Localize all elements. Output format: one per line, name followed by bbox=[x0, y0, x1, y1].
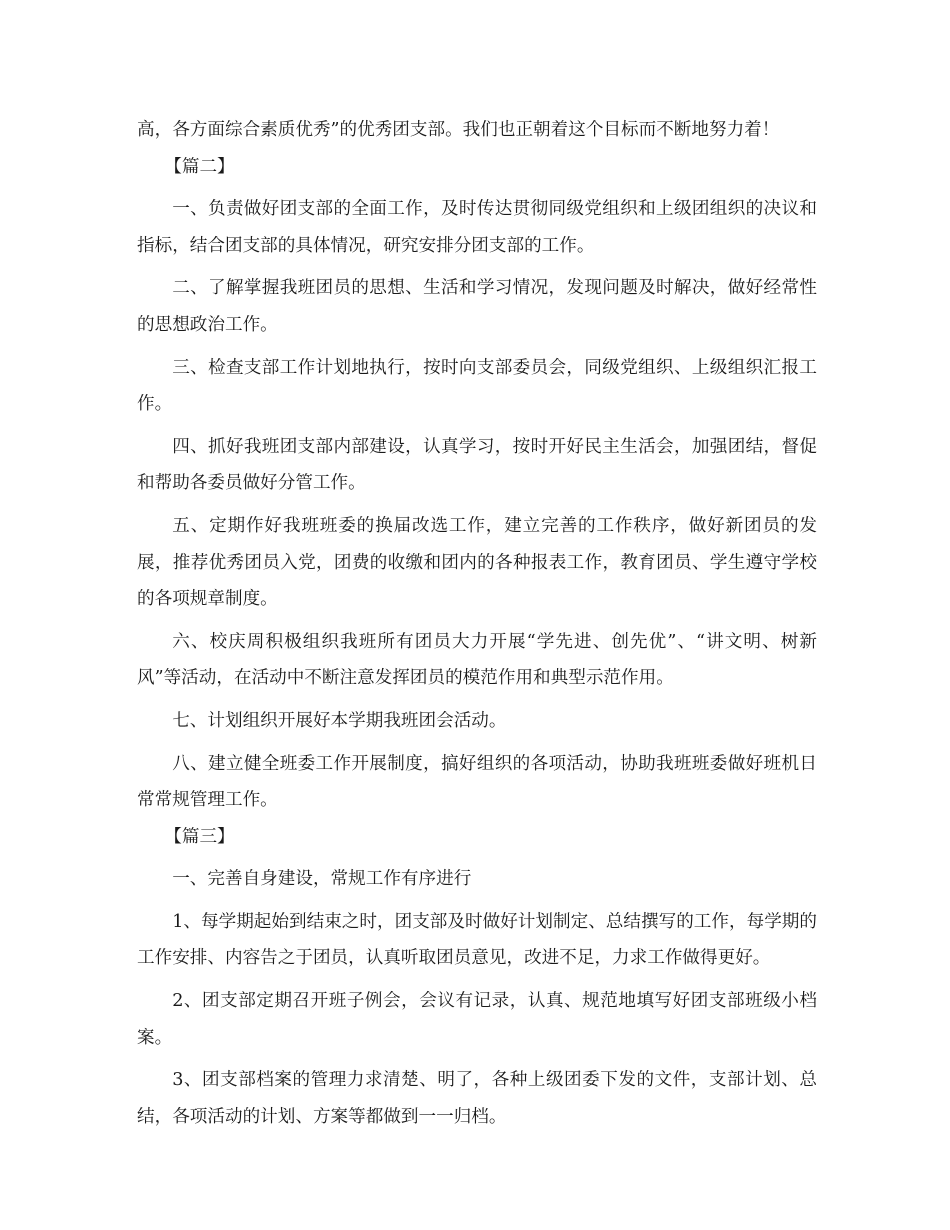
paragraph: 3、团支部档案的管理力求清楚、明了，各种上级团委下发的文件，支部计划、总结，各项活动的计划、方案等都做到一一归档。 bbox=[137, 1070, 817, 1127]
paragraph: 一、完善自身建设，常规工作有序进行 bbox=[172, 869, 472, 890]
intro-paragraph: 高，各方面综合素质优秀”的优秀团支部。我们也正朝着这个目标而不断地努力着！ bbox=[137, 120, 780, 140]
paragraph: 八、建立健全班委工作开展制度，搞好组织的各项活动，协助我班班委做好班机日常常规管理工作。 bbox=[137, 753, 817, 811]
paragraph: 三、检查支部工作计划地执行，按时向支部委员会，同级党组织、上级组织汇报工作。 bbox=[137, 357, 817, 415]
paragraph: 一、负责做好团支部的全面工作，及时传达贯彻同级党组织和上级团组织的决议和指标，结合团支部的具体情况，研究安排分团支部的工作。 bbox=[137, 199, 817, 256]
section-heading-3: 【篇三】 bbox=[164, 826, 235, 847]
section-heading-2: 【篇二】 bbox=[164, 156, 235, 177]
paragraph: 五、定期作好我班班委的换届改选工作，建立完善的工作秩序，做好新团员的发展，推荐优秀团员入党，团费的收缴和团内的各种报表工作，教育团员、学生遵守学校的各项规章制度。 bbox=[137, 515, 817, 610]
paragraph: 1、每学期起始到结束之时，团支部及时做好计划制定、总结撰写的工作，每学期的工作安排、内容告之于团员，认真听取团员意见，改进不足，力求工作做得更好。 bbox=[137, 911, 817, 969]
paragraph: 六、校庆周积极组织我班所有团员大力开展“学先进、创先优”、“讲文明、树新风”等活动，在活动中不断注意发挥团员的模范作用和典型示范作用。 bbox=[137, 631, 817, 689]
document-body bbox=[137, 112, 817, 1135]
paragraph: 四、抓好我班团支部内部建设，认真学习，按时开好民主生活会，加强团结，督促和帮助各委员做好分管工作。 bbox=[137, 436, 817, 494]
paragraph: 二、了解掌握我班团员的思想、生活和学习情况，发现问题及时解决，做好经常性的思想政治工作。 bbox=[137, 278, 817, 335]
paragraph: 七、计划组织开展好本学期我班团会活动。 bbox=[172, 710, 507, 731]
paragraph: 2、团支部定期召开班子例会，会议有记录，认真、规范地填写好团支部班级小档案。 bbox=[137, 991, 817, 1048]
